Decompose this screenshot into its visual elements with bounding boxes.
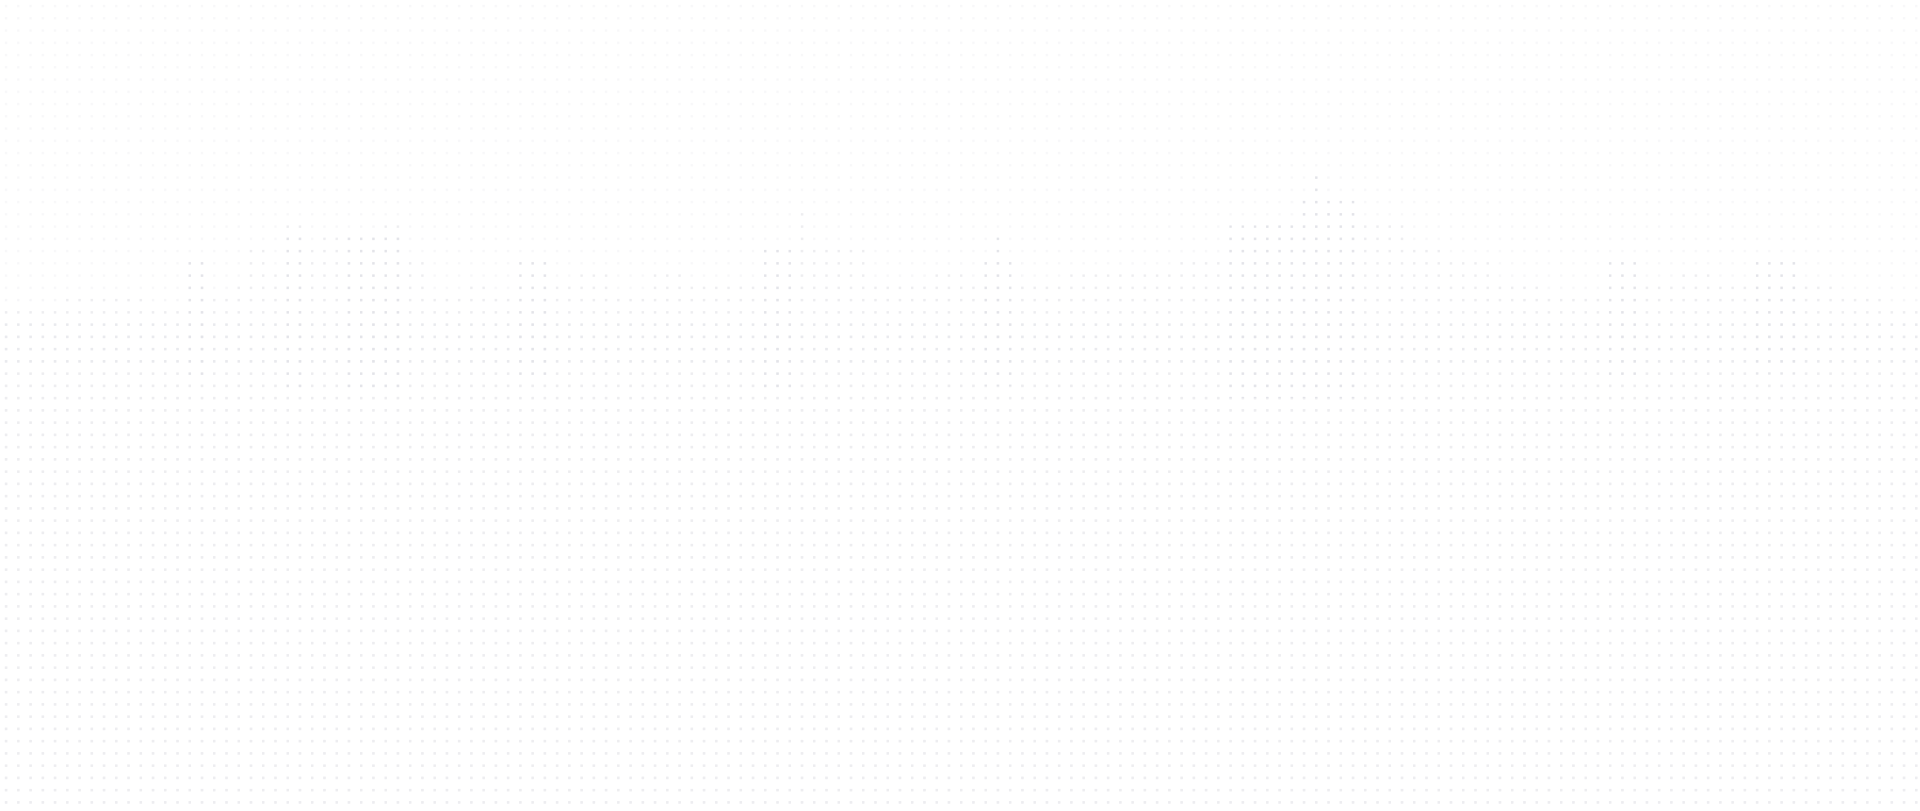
foreground-tower (519, 257, 548, 380)
foreground-tower (762, 250, 801, 392)
foreground-tower (279, 228, 308, 392)
foreground-tower (1604, 262, 1641, 380)
foreground-tower (1293, 198, 1359, 398)
foreground-tower (982, 260, 1021, 386)
foreground-tower (181, 260, 205, 380)
foreground-tower (1315, 174, 1325, 199)
foreground-tower (1224, 225, 1293, 398)
foreground-tower (1756, 260, 1800, 374)
foreground-tower (343, 233, 409, 392)
foreground-tower (803, 206, 809, 250)
foreground-tower (996, 235, 1001, 260)
